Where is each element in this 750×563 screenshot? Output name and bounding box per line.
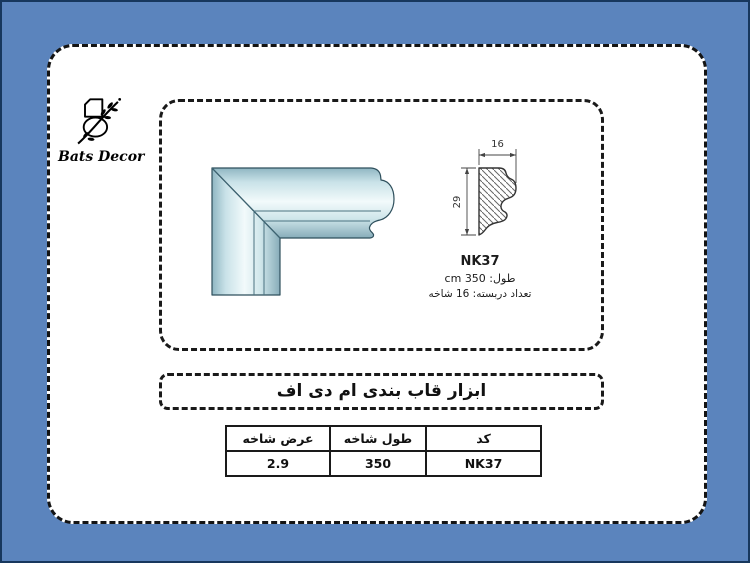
- header-width: عرض شاخه: [226, 426, 330, 451]
- value-code: NK37: [426, 451, 541, 476]
- product-code: NK37: [460, 254, 500, 269]
- bats-decor-logo-icon: [58, 94, 138, 148]
- profile-section-drawing: [434, 128, 544, 256]
- spec-table: [225, 425, 542, 477]
- title-bar: [159, 373, 604, 410]
- spec-table-header-row: [226, 426, 541, 451]
- header-length: طول شاخه: [330, 426, 426, 451]
- brand-name: Bats Decor: [58, 149, 145, 165]
- product-info: [400, 254, 560, 300]
- brand-logo: [58, 94, 145, 165]
- molding-corner-3d-image: [200, 158, 400, 304]
- header-code: کد: [426, 426, 541, 451]
- value-width: 2.9: [226, 451, 330, 476]
- height-dimension-label: 29: [452, 195, 463, 209]
- page-title: ابزار قاب بندی ام دی اف: [276, 381, 487, 401]
- spec-table-value-row: [226, 451, 541, 476]
- value-length: 350: [330, 451, 426, 476]
- product-length: طول: 350 cm: [444, 272, 516, 285]
- width-dimension-label: 16: [491, 139, 504, 150]
- product-pack-count: تعداد دربسته: 16 شاخه: [428, 288, 532, 300]
